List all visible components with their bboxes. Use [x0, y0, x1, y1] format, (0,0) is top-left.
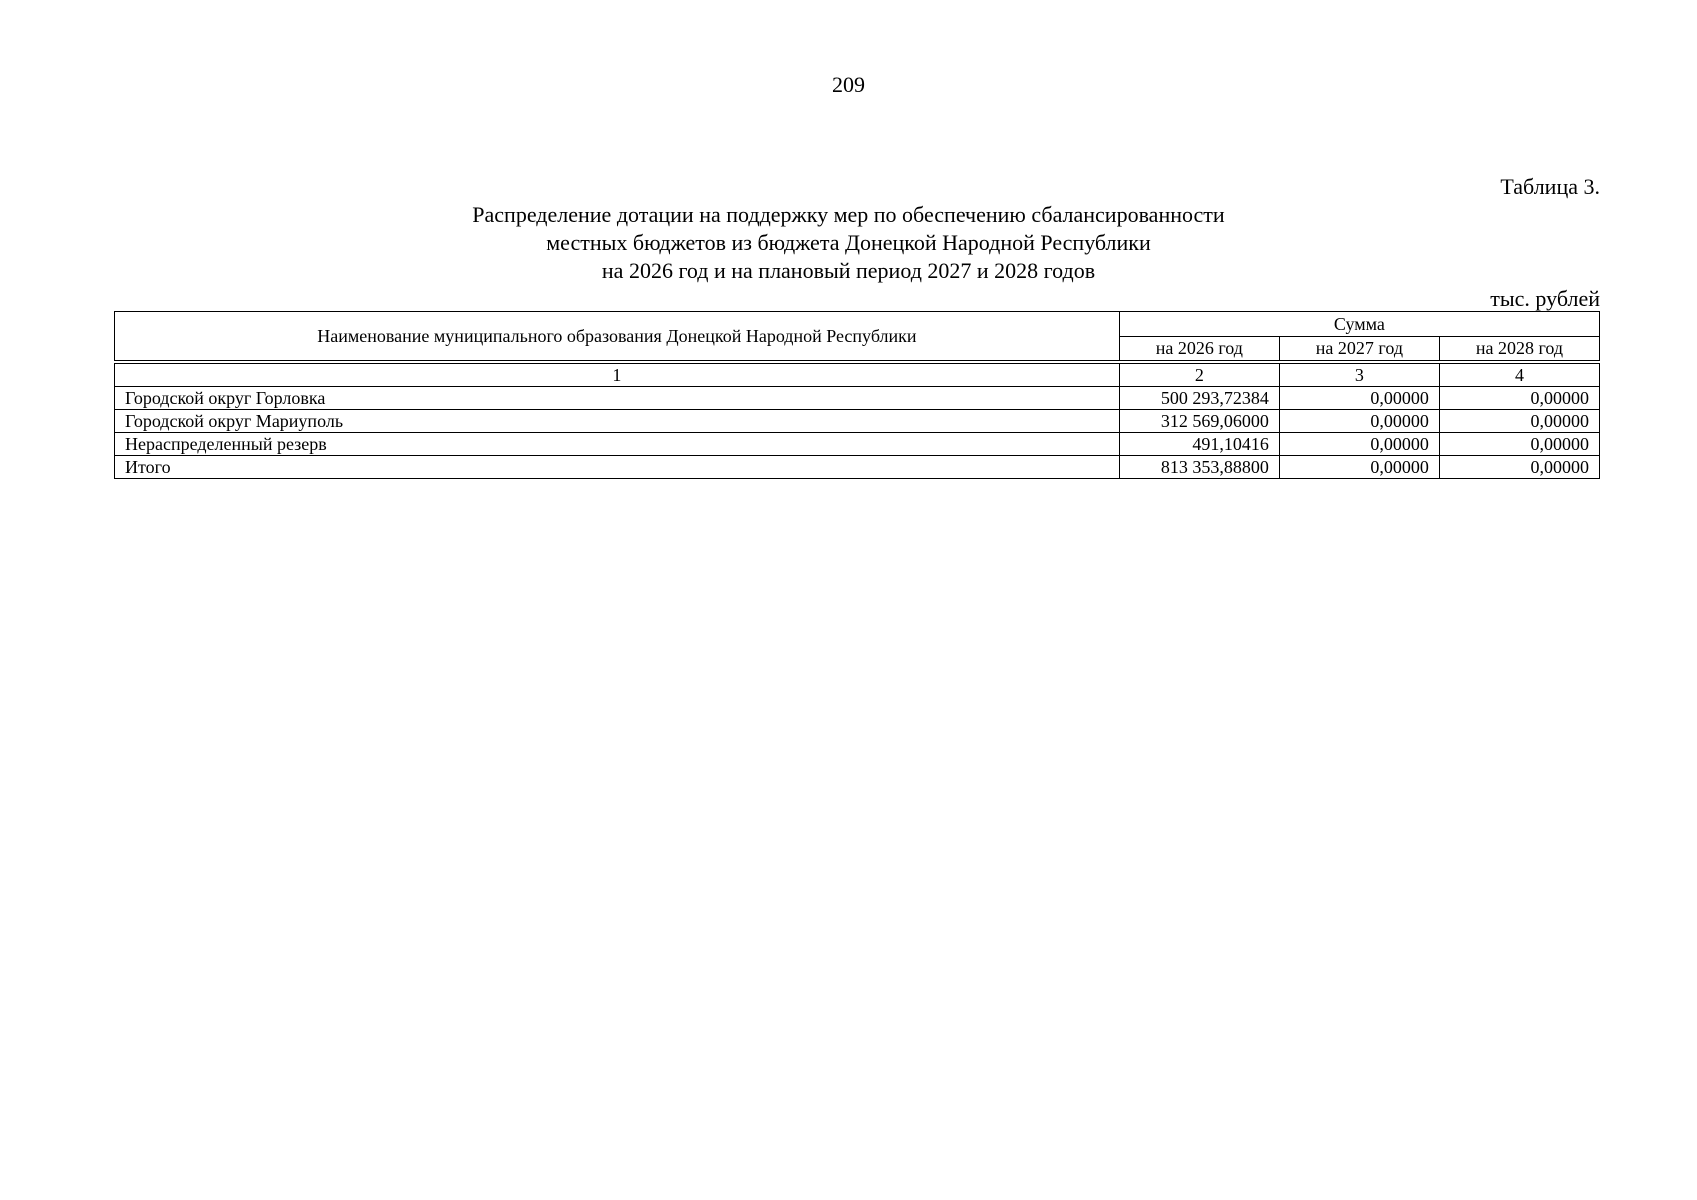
value-2026: 491,10416 — [1119, 433, 1279, 456]
value-2026: 813 353,88800 — [1119, 456, 1279, 479]
column-number: 4 — [1439, 364, 1599, 387]
document-title — [0, 201, 1697, 285]
subsidy-distribution-table — [114, 311, 1600, 479]
row-name: Городской округ Мариуполь — [115, 410, 1120, 433]
title-line-3: на 2026 год и на плановый период 2027 и 2028 годов — [601, 258, 1096, 283]
value-2028: 0,00000 — [1439, 387, 1599, 410]
row-name: Нераспределенный резерв — [115, 433, 1120, 456]
table-row — [115, 410, 1600, 433]
value-2028: 0,00000 — [1439, 456, 1599, 479]
page-number: 209 — [832, 72, 865, 97]
value-2026: 500 293,72384 — [1119, 387, 1279, 410]
column-number: 3 — [1279, 364, 1439, 387]
table-label: Таблица 3. — [1500, 174, 1600, 199]
table-row — [115, 387, 1600, 410]
column-number-row — [115, 364, 1600, 387]
value-2027: 0,00000 — [1279, 410, 1439, 433]
header-year-2028: на 2028 год — [1439, 336, 1599, 361]
units-label: тыс. рублей — [1490, 286, 1600, 311]
header-row-1 — [115, 312, 1600, 337]
column-number: 1 — [115, 364, 1120, 387]
header-year-2026: на 2026 год — [1119, 336, 1279, 361]
header-year-2027: на 2027 год — [1279, 336, 1439, 361]
value-2028: 0,00000 — [1439, 433, 1599, 456]
row-name: Городской округ Горловка — [115, 387, 1120, 410]
table-row — [115, 433, 1600, 456]
title-line-2: местных бюджетов из бюджета Донецкой Народной Республики — [546, 230, 1151, 255]
header-sum: Сумма — [1119, 312, 1599, 337]
value-2027: 0,00000 — [1279, 456, 1439, 479]
title-line-1: Распределение дотации на поддержку мер по обеспечению сбалансированности — [472, 202, 1225, 227]
column-number: 2 — [1119, 364, 1279, 387]
row-name: Итого — [115, 456, 1120, 479]
header-name: Наименование муниципального образования Донецкой Народной Республики — [115, 312, 1120, 361]
value-2027: 0,00000 — [1279, 433, 1439, 456]
value-2027: 0,00000 — [1279, 387, 1439, 410]
total-row — [115, 456, 1600, 479]
value-2028: 0,00000 — [1439, 410, 1599, 433]
value-2026: 312 569,06000 — [1119, 410, 1279, 433]
